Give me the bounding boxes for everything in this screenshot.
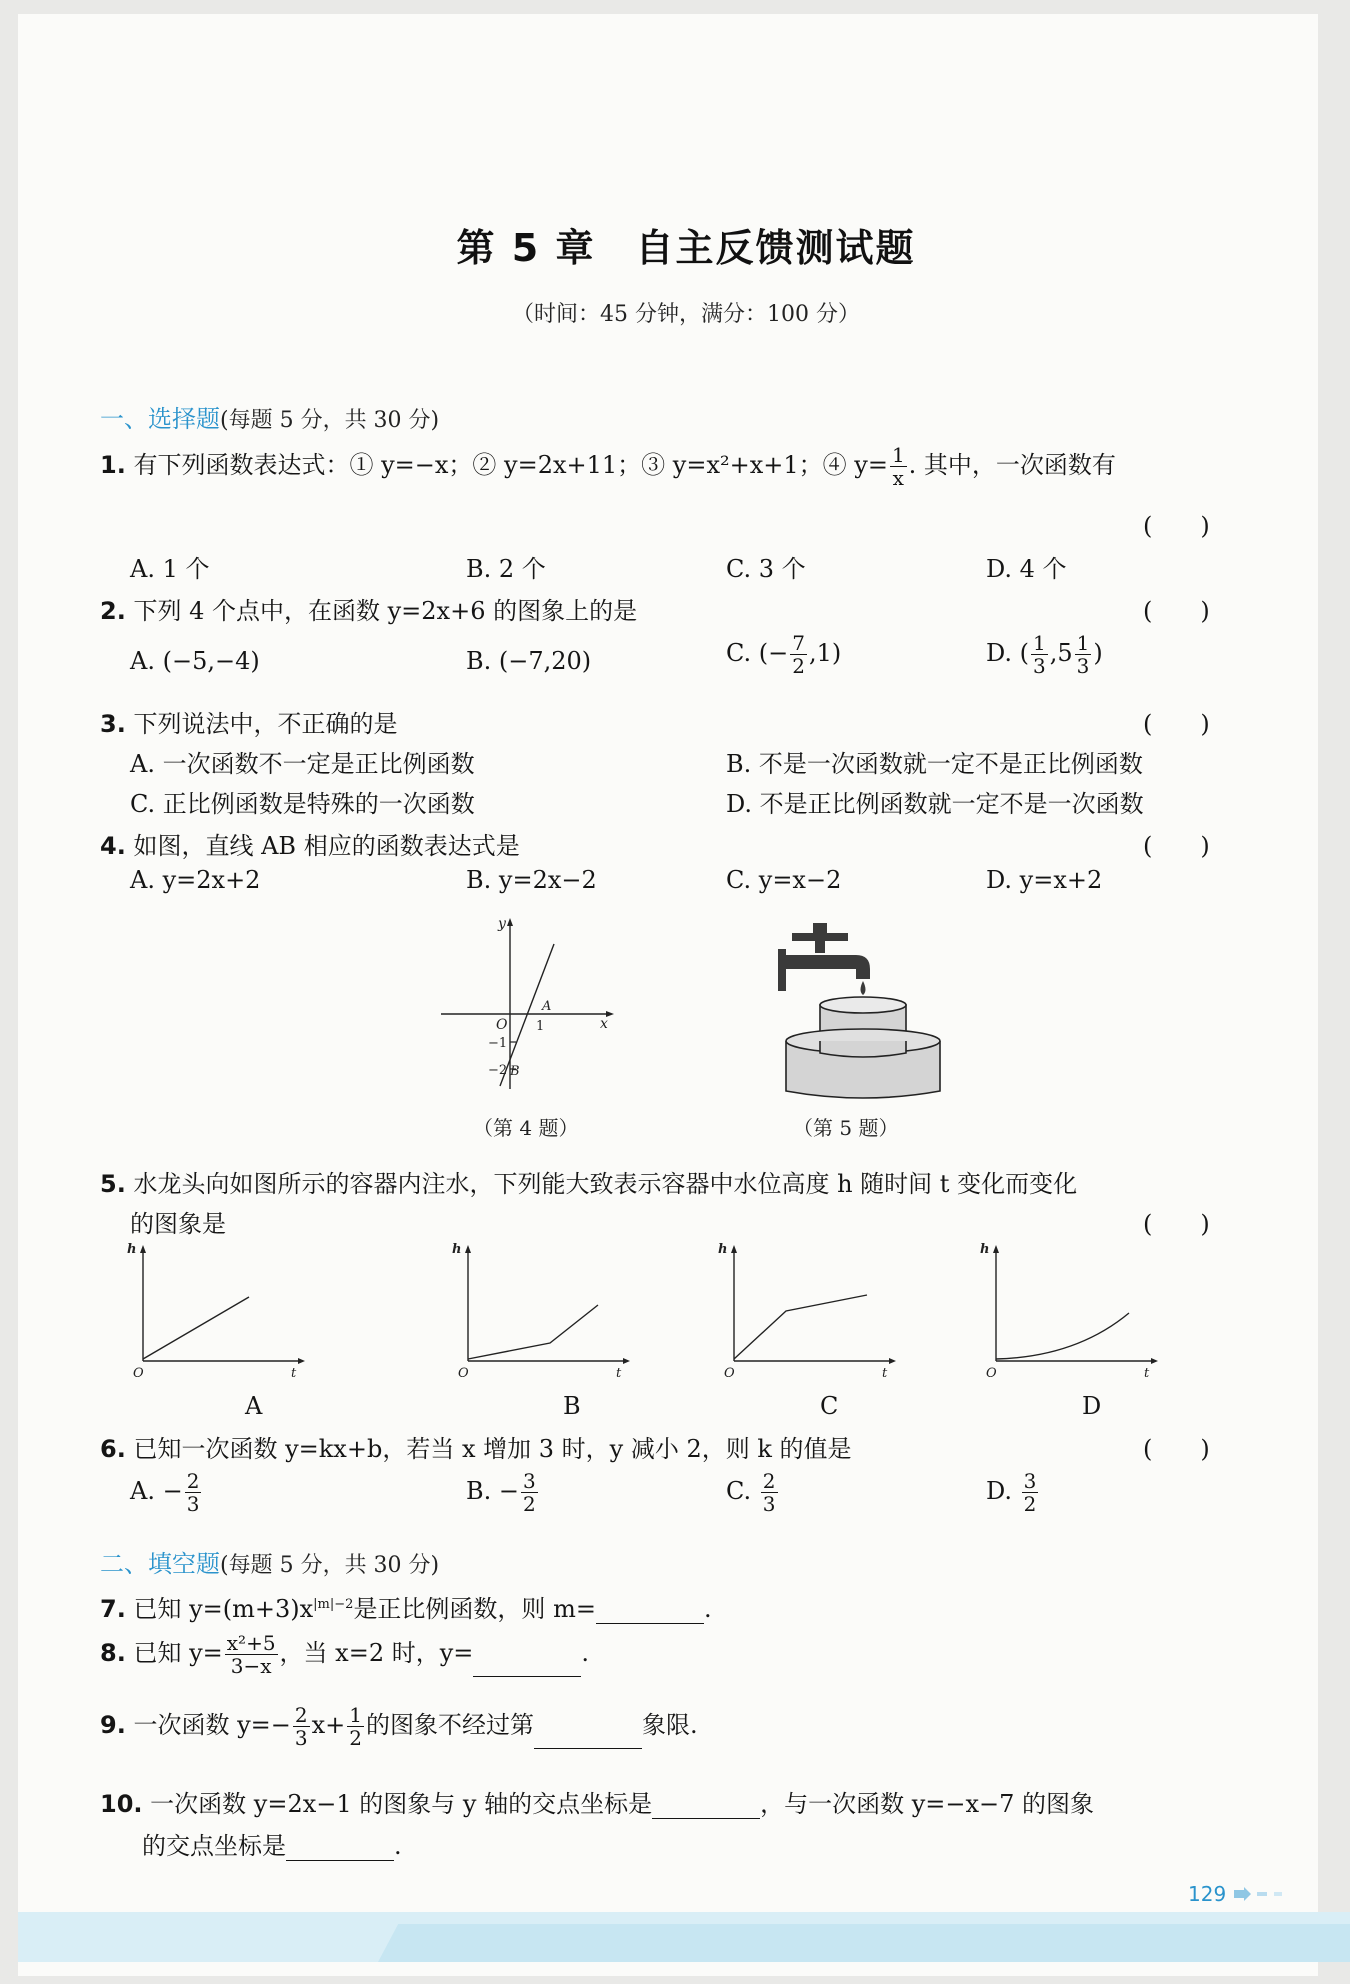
fraction-denominator: 2 [792,654,805,678]
h-axis-arrow [993,1245,999,1253]
graph-a [113,1239,313,1379]
question-text-2: ，当 x=2 时，y= [279,1639,474,1667]
label-t: t [291,1366,297,1379]
option-b: B. 不是一次函数就一定不是正比例函数 [726,750,1143,778]
question-text: 已知一次函数 y=kx+b，若当 x 增加 3 时，y 减小 2，则 k 的值是 [133,1435,852,1463]
answer-paren: ( ) [1143,832,1210,860]
question-text-end: 象限. [642,1711,698,1739]
fraction-numerator: 2 [186,1469,200,1493]
fraction-numerator: 1 [1033,631,1046,655]
option-a: A. y=2x+2 [130,866,261,894]
question-number: 1. [100,451,126,479]
question-text: 有下列函数表达式：① y=−x；② y=2x+11；③ y=x²+x+1；④ y= [133,451,888,479]
graph-a-curve [143,1297,249,1359]
fraction-denominator: 3 [762,1492,776,1516]
option-text: ( [1019,639,1030,667]
option-label: B. − [466,1477,520,1505]
section-1-heading [100,399,439,434]
section-2-heading [100,1544,439,1579]
fraction [790,632,807,677]
question-text-2: 是正比例函数，则 m= [353,1595,596,1623]
page [18,14,1318,1976]
section-1-label: 一、选择题 [100,405,220,433]
question-text: 下列 4 个点中，在函数 y=2x+6 的图象上的是 [133,597,638,625]
fraction-numerator: 3 [523,1469,536,1493]
fraction [890,444,907,489]
fraction-numerator: 7 [792,631,805,655]
q4-figure [436,914,616,1094]
t-axis-arrow [298,1358,305,1364]
fraction-numerator: 1 [891,443,905,467]
h-axis-arrow [465,1245,471,1253]
graph-b-curve [468,1305,598,1359]
label-origin: O [496,1017,508,1033]
faucet-spout-icon [784,955,870,979]
question-text: 已知 y=(m+3)x [133,1595,314,1623]
option-c: C. 3 个 [726,555,806,583]
question-3 [100,704,397,739]
option-text: ,5 [1049,639,1073,667]
answer-paren: ( ) [1143,597,1210,625]
option-label: D. [986,639,1013,667]
question-4 [100,826,520,861]
fraction-denominator: 3 [294,1726,308,1750]
fraction-denominator: 3−x [230,1654,272,1678]
graph-c-curve [734,1295,867,1359]
page-title: 第 5 章 自主反馈测试题 [456,226,916,270]
answer-paren: ( ) [1143,710,1210,738]
fraction [185,1470,202,1515]
option-a: A. 一次函数不一定是正比例函数 [130,750,475,778]
answer-blank[interactable] [596,1599,704,1624]
answer-paren: ( ) [1143,1210,1210,1238]
option-c: C. y=x−2 [726,866,842,894]
option-b: B. 2 个 [466,555,546,583]
option-a: A. (−5,−4) [130,647,260,675]
dash-icon [1257,1892,1267,1896]
label-minus-1: −1 [488,1036,508,1051]
question-text: 如图，直线 AB 相应的函数表达式是 [133,832,520,860]
q5-figure [778,919,948,1104]
option-b [466,1470,540,1515]
option-d [986,632,1103,677]
question-text-end: . [703,1595,712,1623]
question-5-line-2: 的图象是 [130,1210,226,1238]
option-text: (− [758,639,789,667]
answer-paren: ( ) [1143,512,1210,540]
question-text: 一次函数 y=2x−1 的图象与 y 轴的交点坐标是 [150,1790,653,1818]
graph-c [704,1239,904,1379]
label-b: B [510,1064,520,1079]
option-c [726,632,841,677]
question-text-end: . [394,1832,402,1860]
t-axis-arrow [623,1358,630,1364]
container-top-base [820,1041,906,1057]
label-origin: O [133,1366,144,1379]
question-text-3: 的交点坐标是 [142,1832,286,1860]
footer-band-accent [378,1924,1350,1962]
label-h: h [452,1242,462,1257]
answer-blank[interactable] [534,1724,642,1749]
label-t: t [1144,1366,1150,1379]
question-number: 3. [100,710,126,738]
question-text: 水龙头向如图所示的容器内注水，下列能大致表示容器中水位高度 h 随时间 t 变化而变化 [133,1170,1078,1198]
option-d: D. y=x+2 [986,866,1103,894]
option-d: D. 不是正比例函数就一定不是一次函数 [726,790,1144,818]
question-10-line-2 [142,1826,402,1861]
h-axis-arrow [731,1245,737,1253]
page-subtitle: （时间：45 分钟，满分：100 分） [512,302,860,327]
option-text: ) [1093,639,1103,667]
graph-d-curve [996,1313,1129,1359]
question-number: 6. [100,1435,126,1463]
dash-icon [1274,1892,1282,1896]
label-h: h [980,1242,990,1257]
question-7 [100,1589,712,1624]
section-2-label: 二、填空题 [100,1550,220,1578]
option-label: C. [726,1477,752,1505]
faucet-stem [815,941,825,953]
question-6 [100,1429,852,1464]
graph-d [966,1239,1166,1379]
label-h: h [718,1242,728,1257]
section-1-note: (每题 5 分，共 30 分) [220,408,440,433]
option-c: C. 正比例函数是特殊的一次函数 [130,790,475,818]
label-origin: O [724,1366,735,1379]
option-d: D. 4 个 [986,555,1067,583]
question-text-2: ，与一次函数 y=−x−7 的图象 [760,1790,1095,1818]
t-axis-arrow [1151,1358,1158,1364]
faucet-mount [778,949,786,991]
fraction [225,1632,278,1677]
question-number: 9. [100,1711,126,1739]
section-2-note: (每题 5 分，共 30 分) [220,1553,440,1578]
fraction-denominator: 2 [1023,1492,1037,1516]
label-origin: O [458,1366,469,1379]
answer-blank[interactable] [473,1652,581,1677]
question-9 [100,1704,698,1749]
option-a: A. 1 个 [130,555,210,583]
arrow-icon [1234,1887,1251,1901]
answer-blank[interactable] [286,1836,394,1861]
label-x: x [600,1016,608,1032]
question-number: 5. [100,1170,126,1198]
label-origin: O [986,1366,997,1379]
question-5 [100,1164,1077,1199]
question-text-2: 的图象不经过第 [366,1711,534,1739]
question-text: 已知 y= [133,1639,223,1667]
h-axis-arrow [140,1245,146,1253]
option-d [986,1470,1040,1515]
answer-paren: ( ) [1143,1435,1210,1463]
question-1 [100,444,1116,489]
label-t: t [882,1366,888,1379]
container-top-rim [820,997,906,1013]
option-label: A. − [130,1477,183,1505]
fraction [1022,1470,1039,1515]
t-axis-arrow [889,1358,896,1364]
fraction [521,1470,538,1515]
fraction [347,1704,364,1749]
fraction-denominator: 3 [1033,654,1046,678]
fraction-denominator: 2 [349,1726,362,1750]
exponent: |m|−2 [313,1597,354,1612]
graph-b [438,1239,638,1379]
fraction-denominator: x [892,466,904,490]
graph-label-d: D [1082,1392,1102,1420]
figure-caption-q5: （第 5 题） [793,1116,899,1140]
question-number: 2. [100,597,126,625]
y-axis-arrow [507,918,513,926]
label-minus-2: −2 [488,1063,508,1078]
graph-label-b: B [563,1392,581,1420]
page-number: 129 [1188,1882,1227,1906]
graph-label-a: A [245,1392,263,1420]
fraction-denominator: 3 [1076,654,1090,678]
label-a: A [542,999,552,1014]
question-number: 7. [100,1595,126,1623]
line-ab [500,944,554,1086]
faucet-handle-icon [813,923,827,933]
option-label: D. [986,1477,1013,1505]
question-number: 10. [100,1790,143,1818]
answer-blank[interactable] [652,1794,760,1819]
label-t: t [616,1366,622,1379]
question-text-mid: x+ [311,1711,346,1739]
fraction [1075,632,1092,677]
water-drop-icon [861,981,866,995]
question-10 [100,1784,1094,1819]
fraction-numerator: 2 [294,1703,308,1727]
fraction-numerator: 2 [762,1469,776,1493]
fraction-denominator: 3 [186,1492,200,1516]
option-b: B. y=2x−2 [466,866,597,894]
fraction-numerator: x²+5 [226,1631,276,1655]
question-text-end: . [581,1639,590,1667]
label-h: h [127,1242,137,1257]
fraction [761,1470,778,1515]
fraction [293,1704,310,1749]
question-2 [100,591,637,626]
fraction-denominator: 2 [523,1492,536,1516]
figure-caption-q4: （第 4 题） [473,1116,579,1140]
option-c [726,1470,780,1515]
faucet-handle-bar [792,933,848,941]
label-y: y [498,916,506,932]
option-text: ,1) [809,639,842,667]
graph-label-c: C [820,1392,839,1420]
question-text: 下列说法中，不正确的是 [133,710,398,738]
question-text: 一次函数 y=− [133,1711,291,1739]
question-number: 4. [100,832,126,860]
question-text-end: . 其中，一次函数有 [908,451,1116,479]
option-a [130,1470,203,1515]
question-8 [100,1632,589,1677]
fraction-numerator: 1 [349,1703,362,1727]
label-1: 1 [536,1019,545,1034]
fraction-numerator: 3 [1023,1469,1037,1493]
question-number: 8. [100,1639,126,1667]
option-b: B. (−7,20) [466,647,592,675]
fraction [1031,632,1048,677]
option-label: C. [726,639,752,667]
page-arrows-icon [1232,1886,1302,1902]
fraction-numerator: 1 [1076,631,1090,655]
